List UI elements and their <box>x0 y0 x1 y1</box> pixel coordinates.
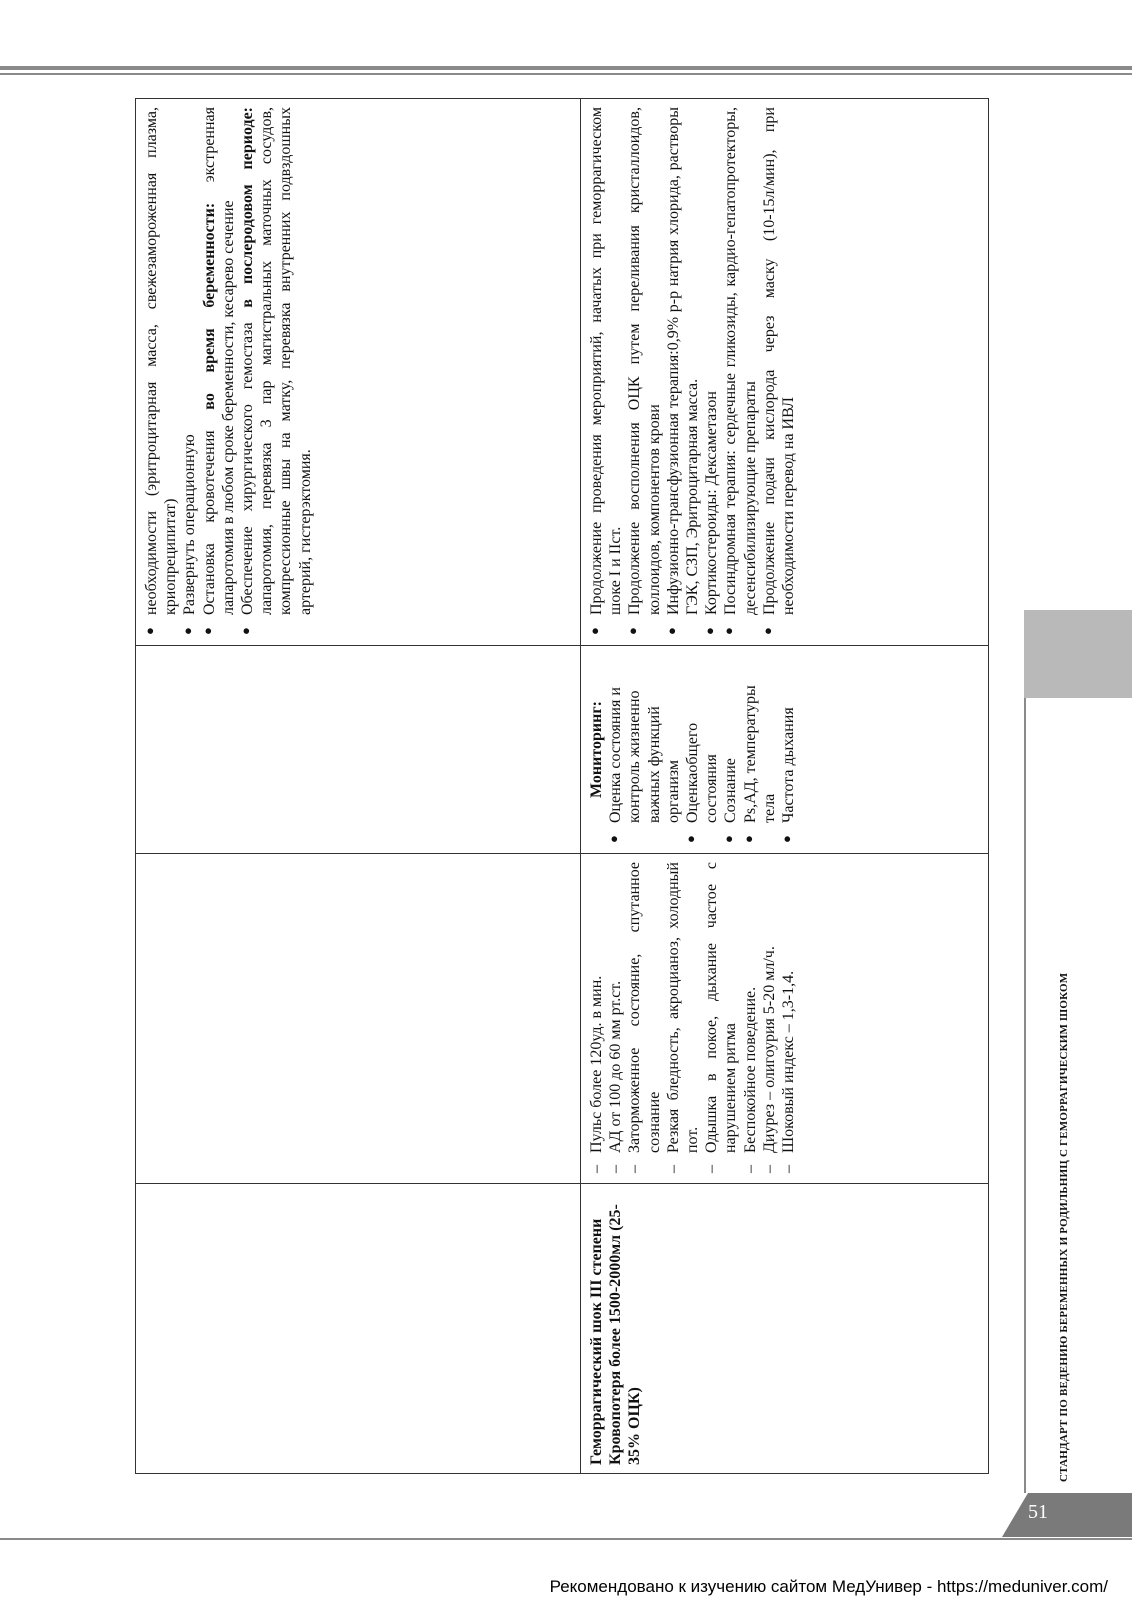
cell-r1-symptoms <box>136 854 581 1184</box>
header-rule-thin <box>0 73 1132 75</box>
page-number: 51 <box>1028 1501 1048 1523</box>
list-item: – Беспокойное поведение. <box>741 862 760 1175</box>
list-item: ● Оценкаобщего состояния <box>683 654 721 845</box>
list-item: ● Сознание <box>721 654 740 845</box>
list-item: – Шоковый индекс – 1,3-1,4. <box>779 862 798 1175</box>
list-item: – Диурез – олигоурия 5-20 мл/ч. <box>760 862 779 1175</box>
list-item: ● Частота дыхания <box>779 654 798 845</box>
footer-recommendation: Рекомендовано к изучению сайтом МедУнивер - https://meduniver.com/ <box>549 1577 1108 1596</box>
rotated-table-container <box>135 99 988 1474</box>
list-item: ● необходимости (эритроцитарная масса, свежезамороженная плазма, криопреципитат) <box>142 107 180 637</box>
cell-r1-stage <box>136 1184 581 1474</box>
monitoring-title: Мониторинг: <box>588 701 605 798</box>
blood-loss-text: Кровопотеря более 1500-2000мл (25-35% ОЦК) <box>607 1204 644 1465</box>
list-item: ● Посиндромная терапия: сердечные гликозиды, кардио-гепатопротекторы, десенсибилизирующие препараты <box>721 107 759 637</box>
list-item: ● Инфузионно-трансфузионная терапия:0,9% р-р натрия хлорида, растворы ГЭК, СЗП, Эритроцитарная масса. <box>664 107 702 637</box>
header-rule-thick <box>0 66 1132 70</box>
cell-r1-monitoring <box>136 646 581 854</box>
list-item: ● Обеспечение хирургического гемостаза в послеродовом периоде: лапаротомия, перевязка 3 пар магистральных маточных сосудов, компрессионные швы на матку, перевязка внутренних подвздошных артерий, гистерэктомия. <box>238 107 315 637</box>
list-item: – Заторможенное состояние, спутанное сознание <box>625 862 663 1175</box>
cell-r1-treatment <box>136 99 581 646</box>
page-number-tab <box>1002 1493 1132 1537</box>
sidebar-rule <box>1024 698 1026 1493</box>
footer-rule <box>0 1538 1132 1540</box>
list-item: ● Ps,АД, температуры тела <box>741 654 779 845</box>
list-item: ● Оценка состояния и контроль жизненно важных функций организм <box>606 654 683 845</box>
cell-r2-stage <box>581 1184 989 1474</box>
table-row <box>136 99 581 1474</box>
list-item: ● Остановка кровотечения во время беременности: экстренная лапаротомия в любом сроке беременности, кесарево сечение <box>200 107 238 637</box>
list-item: ● Продолжение восполнения ОЦК путем переливания кристаллоидов, коллоидов, компонентов крови <box>625 107 663 637</box>
list-item: ● Продолжение подачи кислорода через маску (10-15л/мин), при необходимости перевод на ИВЛ <box>760 107 798 637</box>
cell-r2-monitoring <box>581 646 989 854</box>
list-item: ● Развернуть операционную <box>180 107 199 637</box>
list-item: – Пульс более 120уд. в мин. <box>587 862 606 1175</box>
list-item: – Одышка в покое, дыхание частое с нарушением ритма <box>702 862 740 1175</box>
list-item: ● Продолжение проведения мероприятий, начатых при геморрагическом шоке I и IIст. <box>587 107 625 637</box>
sidebar-caption: СТАНДАРТ ПО ВЕДЕНИЮ БЕРЕМЕННЫХ И РОДИЛЬНИЦ С ГЕМОРРАГИЧЕСКИМ ШОКОМ <box>1058 972 1070 1482</box>
cell-r2-symptoms <box>581 854 989 1184</box>
shock-stage-title: Геморрагический шок III степени <box>588 1218 605 1465</box>
list-item: – Резкая бледность, акроцианоз, холодный пот. <box>664 862 702 1175</box>
list-item: ● Кортикостероиды: Дексаметазон <box>702 107 721 637</box>
sidebar-band <box>1024 610 1132 698</box>
protocol-table <box>135 98 989 1474</box>
list-item: – АД от 100 до 60 мм рт.ст. <box>606 862 625 1175</box>
table-row <box>581 99 989 1474</box>
cell-r2-treatment <box>581 99 989 646</box>
